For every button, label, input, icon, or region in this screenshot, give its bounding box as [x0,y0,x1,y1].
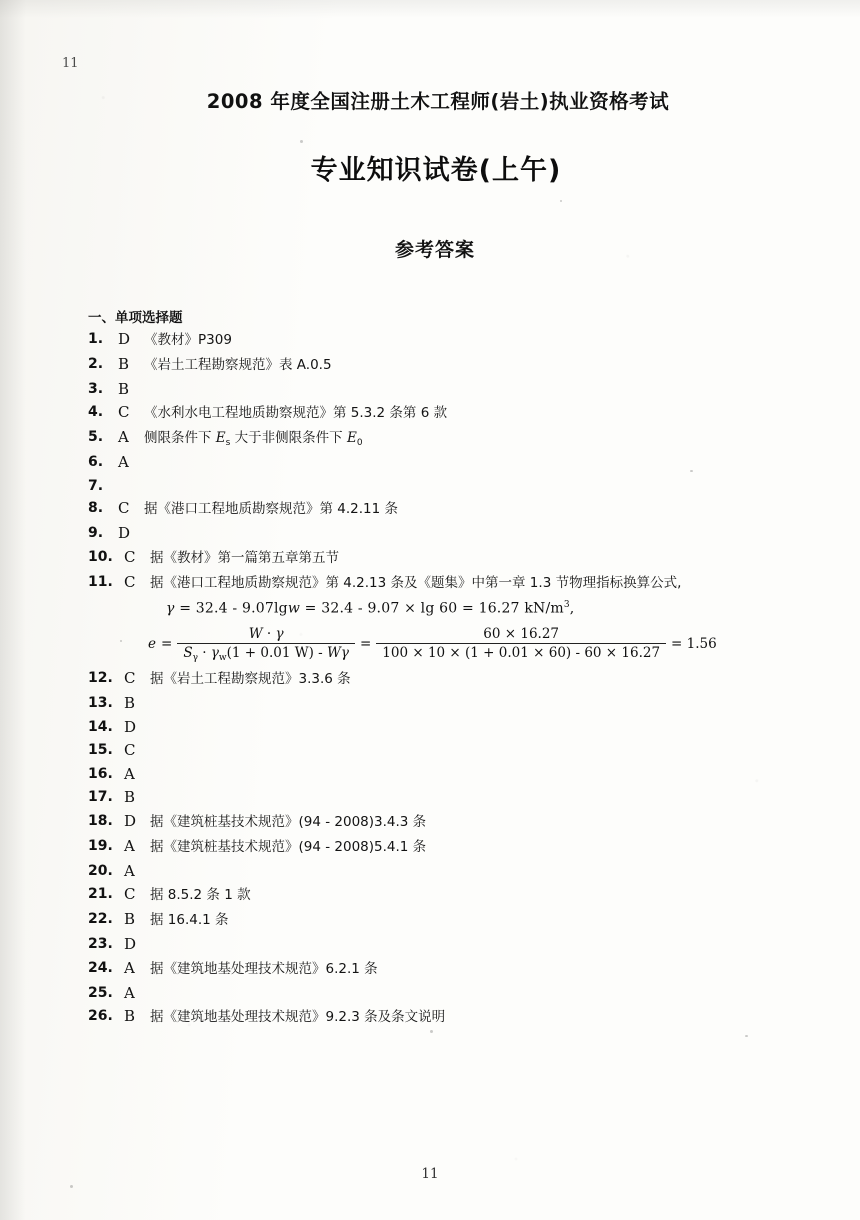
answer-choice: D [124,811,137,830]
answer-choice: A [124,958,135,977]
answer-choice: C [124,669,136,688]
answer-row-20 [88,861,778,880]
formula-void-ratio: e = $\frac{W \cdot \gamma}{S_\gamma \cdot \gamma_w(1 + 0.01 W) - W\gamma}$ = $\frac{60 \times 16.27}{100 \times 10 \times (1 + 0.01 \times 60) - 60 \times 16.27}$ = 1.56 [148,626,717,664]
answer-number: 4. [88,404,104,421]
answer-row-22 [88,912,778,928]
answer-choice: C [124,572,136,591]
answer-note: 据《港口工程地质勘察规范》第 4.2.11 条 [144,501,399,518]
answer-row-19 [88,836,778,855]
formula-block [88,600,778,662]
answer-number: 1. [88,331,104,347]
answer-note: 据《建筑桩基技术规范》(94 - 2008)5.4.1 条 [150,838,427,855]
answer-note: 据 16.4.1 条 [150,912,229,929]
formula-result: = 1.56 [671,635,717,652]
formula-left-fraction [177,626,355,664]
answer-number: 20. [88,862,113,879]
answer-number: 18. [88,812,113,829]
scan-edge-shadow-left [0,0,26,1220]
answer-row-24 [88,958,778,977]
answer-row-5 [88,428,778,449]
answer-choice: A [124,764,135,783]
answer-number: 25. [88,984,113,1001]
answer-number: 23. [88,936,113,953]
answer-row-9 [88,526,778,541]
page-title: 2008 年度全国注册土木工程师(岩土)执业资格考试 [206,90,670,113]
answer-note: 据《建筑地基处理技术规范》9.2.3 条及条文说明 [150,1009,446,1026]
answer-row-6 [88,455,778,470]
answer-choice: C [124,741,136,760]
formula-equals: = [359,635,372,652]
answer-choice: D [124,717,137,736]
document-body [88,86,778,1034]
answer-number: 16. [88,765,113,782]
formula-right-fraction [376,626,666,661]
answer-number: 11. [88,573,113,590]
answer-number: 19. [88,837,113,854]
answer-note: 据 8.5.2 条 1 款 [150,887,251,904]
answer-choice: D [118,330,131,348]
answer-row-7 [88,479,778,493]
answer-row-12 [88,671,778,687]
answer-note: 《教材》P309 [144,332,232,348]
answer-choice: A [118,453,129,472]
answer-choice: B [118,379,130,398]
answer-row-14 [88,717,778,736]
answer-number: 14. [88,718,113,735]
page-number-top: 11 [62,56,79,71]
answer-choice: C [124,885,136,904]
answer-row-8 [88,501,778,517]
answer-note: 《岩土工程勘察规范》表 A.0.5 [144,356,332,373]
answer-choice: B [124,910,136,929]
answer-row-16 [88,764,778,783]
answer-row-11 [88,572,778,591]
answer-choice: C [118,499,130,518]
answer-choice: B [124,694,136,713]
answer-choice: A [118,428,129,447]
answer-row-10 [88,547,778,566]
answer-choice: C [118,403,130,422]
scan-speck [745,1035,748,1037]
scan-edge-shadow-top [0,0,860,18]
answer-choice: C [124,547,136,566]
answer-number: 15. [88,742,113,759]
answer-number: 7. [88,477,104,494]
answer-number: 17. [88,789,113,806]
answer-number: 3. [88,380,104,397]
answer-row-18 [88,811,778,830]
answer-row-21 [88,887,778,903]
answer-list-continued [88,671,778,1025]
answer-choice: B [118,354,130,373]
answer-row-3 [88,379,778,398]
answer-note: 据《港口工程地质勘察规范》第 4.2.13 条及《题集》中第一章 1.3 节物理指标换算公式, [150,574,682,591]
formula-left-numerator: W · γ [248,626,284,643]
answer-row-25 [88,983,778,1002]
scan-speck [70,1185,73,1188]
answer-note: 据《建筑桩基技术规范》(94 - 2008)3.4.3 条 [150,813,427,830]
formula-left-denominator: $S_\gamma \cdot \gamma_w(1 + 0.01$ W) - Wγ [177,643,355,661]
answer-row-1 [88,332,778,348]
answer-row-13 [88,696,778,711]
answer-choice: D [118,524,131,543]
answer-row-26 [88,1009,778,1025]
formula-e-label: e [148,635,156,652]
answer-choice: D [124,935,137,954]
answers-heading: 参考答案 [394,239,475,261]
answer-number: 24. [88,959,113,976]
answer-number: 2. [88,355,104,372]
answer-number: 6. [88,454,104,471]
answer-number: 9. [88,525,104,542]
answer-note: 据《岩土工程勘察规范》3.3.6 条 [150,671,351,688]
answer-row-15 [88,743,778,758]
answer-choice: B [124,788,136,807]
answer-number: 12. [88,670,113,687]
answer-note: 据《教材》第一篇第五章第五节 [150,549,339,566]
answer-note: 据《建筑地基处理技术规范》6.2.1 条 [150,960,378,977]
answer-row-17 [88,790,778,805]
answer-choice: A [124,861,135,880]
formula-gamma-line: γ = 32.4 - 9.07lgw = 32.4 - 9.07 × lg 60 = 16.27 $kN/m^3$, [166,599,575,617]
answer-list [88,332,778,591]
answer-note: 侧限条件下 $E_s$ 大于非侧限条件下 $E_0$ [144,430,363,449]
answer-number: 26. [88,1008,113,1025]
answer-row-4 [88,405,778,421]
answer-note: 《水利水电工程地质勘察规范》第 5.3.2 条第 6 款 [144,405,448,422]
answer-choice: A [124,983,135,1002]
answer-number: 10. [88,548,113,565]
answer-number: 22. [88,911,113,928]
page-subtitle: 专业知识试卷(上午) [310,155,562,186]
answer-number: 8. [88,500,104,517]
answer-choice: B [124,1007,136,1026]
answer-number: 21. [88,886,113,903]
formula-right-denominator: 100 × 10 × (1 + 0.01 × 60) - 60 × 16.27 [376,643,666,661]
page-number-bottom: 11 [421,1166,439,1182]
answer-number: 5. [88,429,104,446]
formula-right-numerator: 60 × 16.27 [483,626,560,643]
answer-number: 13. [88,695,113,712]
answer-choice: A [124,836,135,855]
answer-row-2 [88,354,778,373]
answer-row-23 [88,937,778,952]
section-heading: 一、单项选择题 [88,310,183,326]
